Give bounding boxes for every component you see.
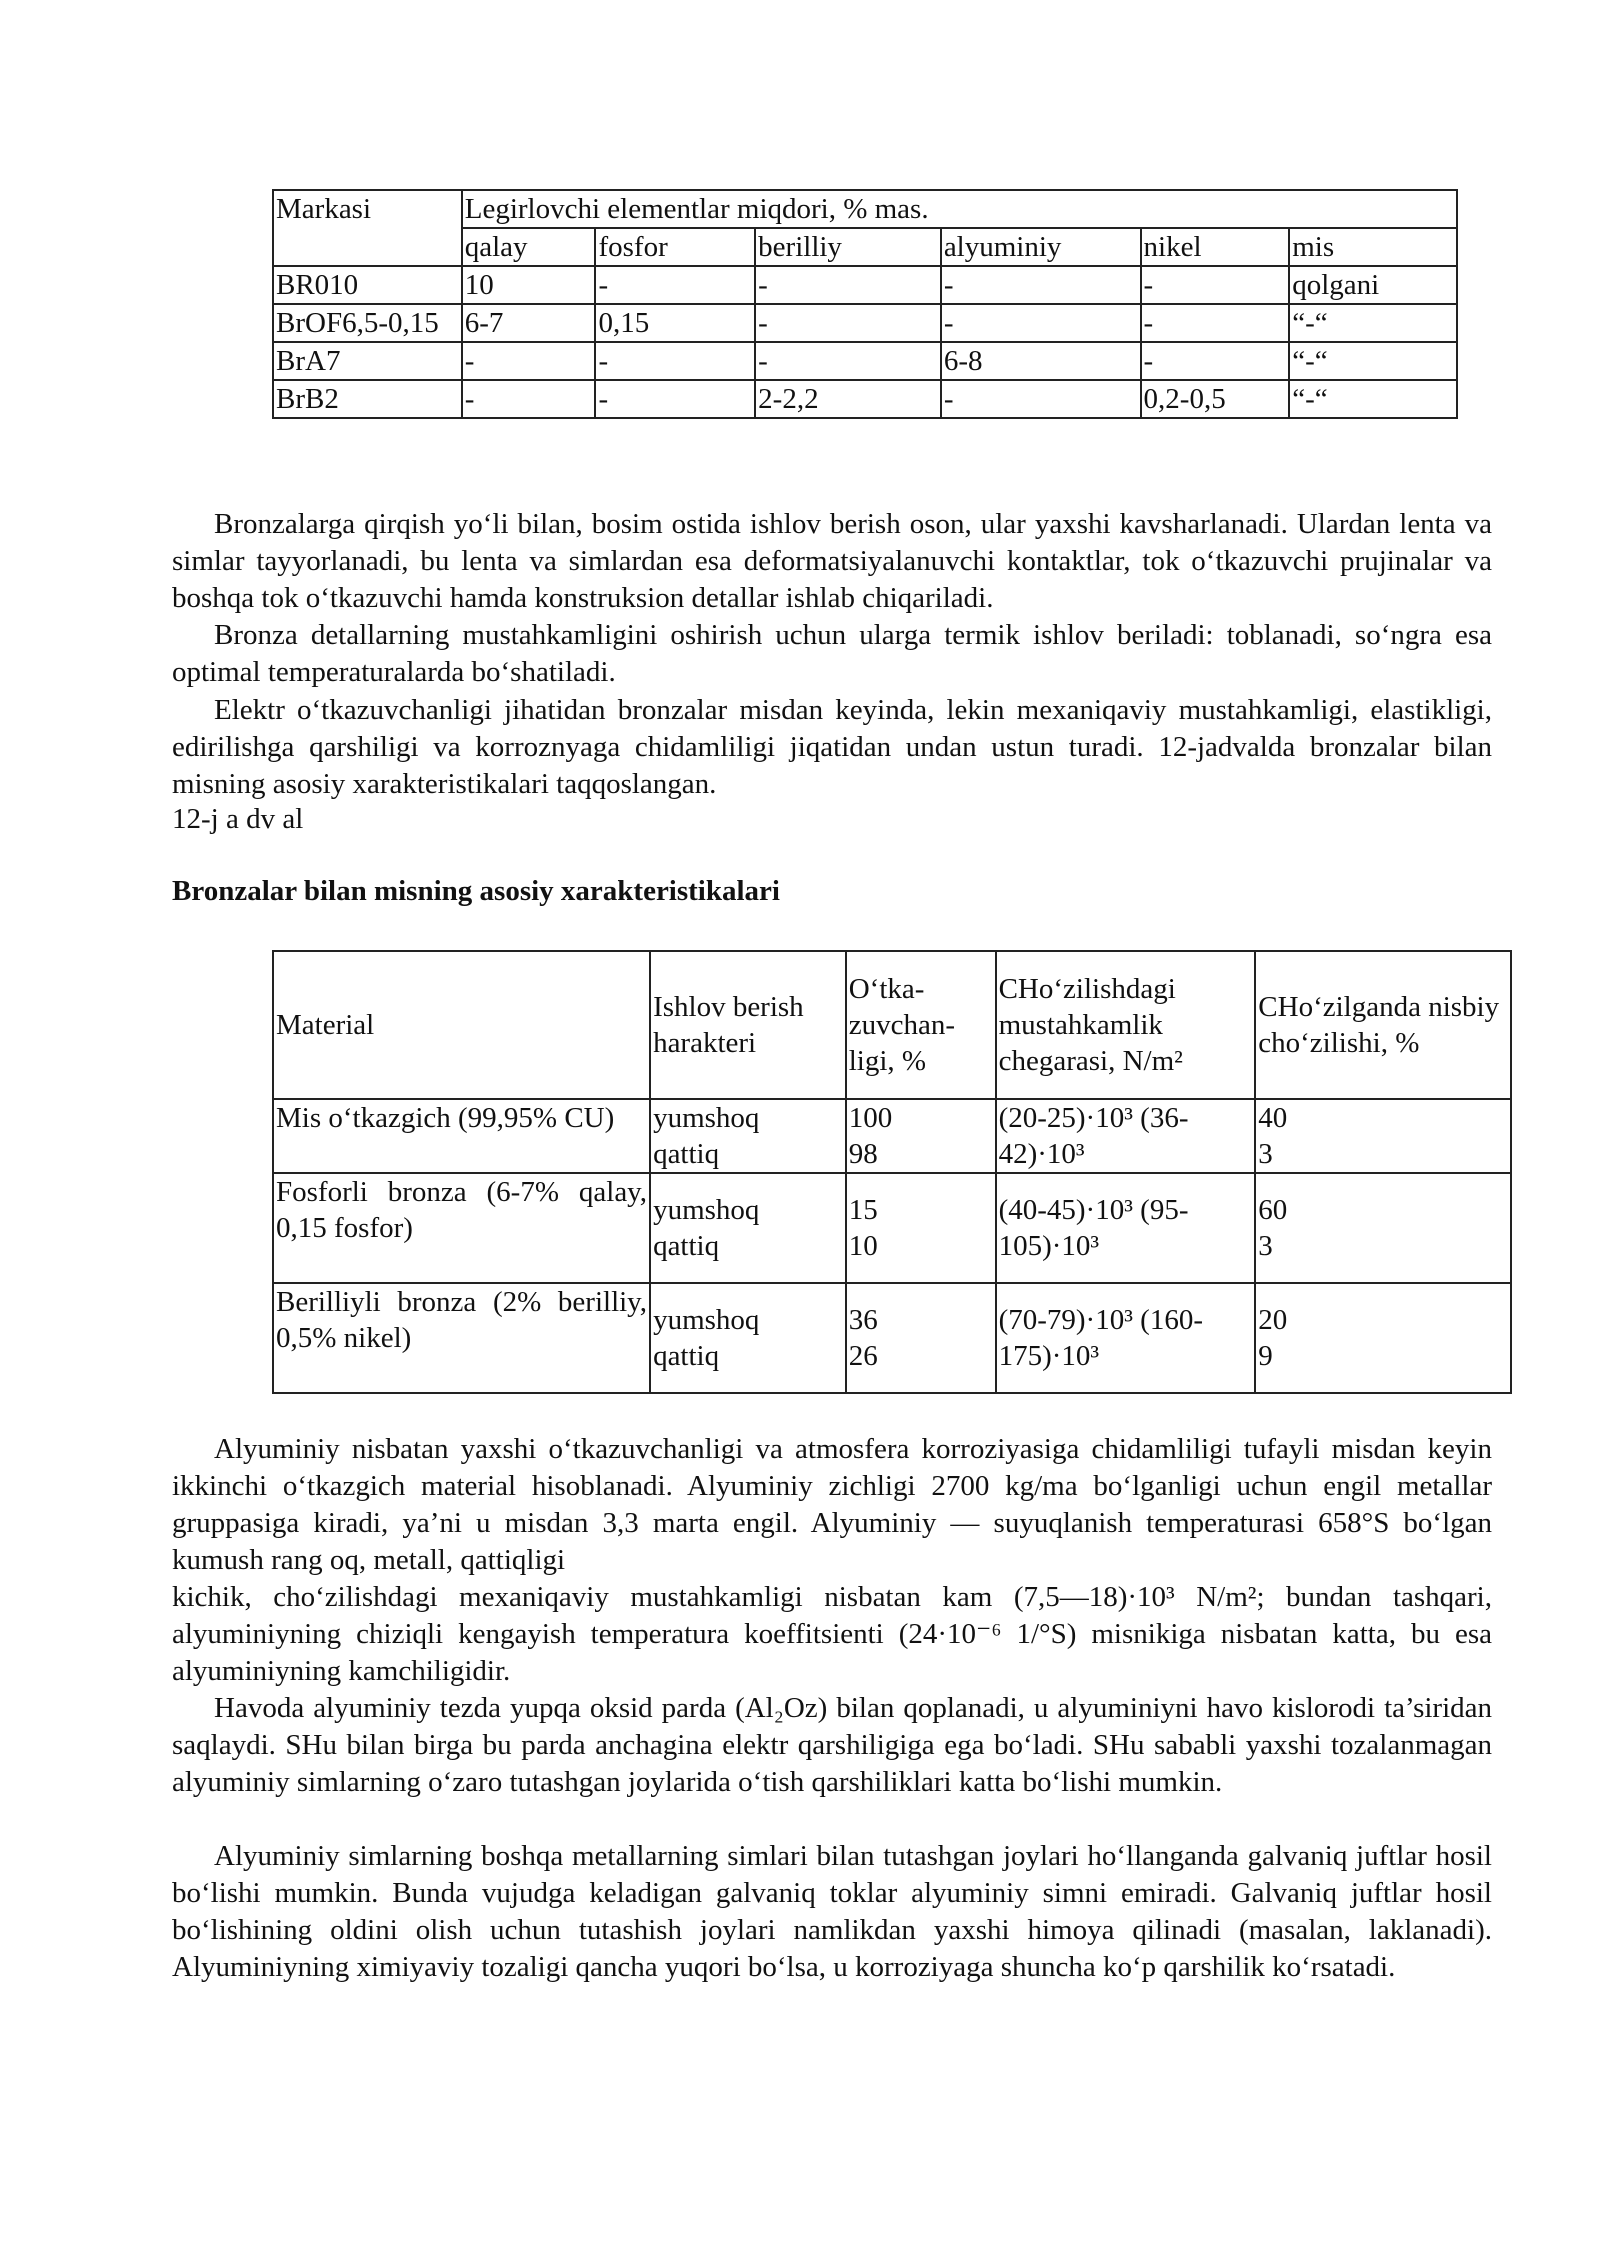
cell-line: 98 [848, 1138, 878, 1170]
table-cell: - [755, 342, 941, 380]
table-cell: - [1141, 304, 1290, 342]
table-cell: - [755, 266, 941, 304]
strength-cell [996, 1173, 1256, 1283]
cell-line: 100 [848, 1102, 893, 1134]
cell-line: yumshoq [653, 1194, 760, 1226]
table-row [273, 342, 1457, 380]
table-row [273, 1173, 1511, 1283]
table-row [273, 304, 1457, 342]
table-cell: BrA7 [273, 342, 462, 380]
cell-line: 3 [1258, 1138, 1273, 1170]
table-cell: - [941, 380, 1141, 418]
table-cell: BrOF6,5-0,15 [273, 304, 462, 342]
table-cell: 6-7 [462, 304, 596, 342]
cell-line: 20 [1258, 1304, 1288, 1336]
table-cell: “-“ [1289, 380, 1457, 418]
paragraph: Elektr o‘tkazuvchanligi jihatidan bronzalar misdan keyinda, lekin mexaniqaviy mustahkamligi, elastikligi, edirilishga qarshiligi va korroznyaga chidamliligi jiqatidan undan ustun turadi. 12-jadvalda bronzalar bilan misning asosiy xarakteristikalari taqqoslangan. [172, 694, 1492, 800]
elongation-cell [1255, 1283, 1511, 1393]
paragraph: Havoda alyuminiy tezda yupqa oksid parda (Al₂Oz) bilan qoplanadi, u alyuminiyni havo kislorodi ta’siridan saqlaydi. SHu bilan birga bu parda anchagina elektr qarshiligiga ega bo‘ladi. SHu sababli yaxshi tozalanmagan alyuminiy simlarning o‘zaro tutashgan joylarida o‘tish qarshiliklari katta bo‘lishi mumkin. [172, 1692, 1492, 1798]
table-cell: “-“ [1289, 342, 1457, 380]
paragraph: kichik, cho‘zilishdagi mexaniqaviy mustahkamligi nisbatan kam (7,5—18)·10³ N/m²; bundan tashqari, alyuminiyning chiziqli kengayish temperatura koeffitsienti (24·10⁻⁶ 1/°S) misnikiga nisbatan katta, bu esa alyuminiyning kamchiligidir. [172, 1581, 1492, 1687]
material-cell: Berilliyli bronza (2% berilliy, 0,5% nikel) [273, 1283, 650, 1393]
table-cell: - [1141, 342, 1290, 380]
cell-line: 40 [1258, 1102, 1288, 1134]
strength-cell [996, 1099, 1256, 1173]
cell-line: yumshoq [653, 1102, 760, 1134]
cell-line: yumshoq [653, 1304, 760, 1336]
subheader-cell: qalay [462, 228, 596, 266]
table-cell: 0,15 [595, 304, 755, 342]
cell-line: 9 [1258, 1340, 1273, 1372]
cell-line: 26 [848, 1340, 878, 1372]
table-row [273, 1283, 1511, 1393]
material-cell: Mis o‘tkazgich (99,95% CU) [273, 1099, 650, 1173]
cell-line: 3 [1258, 1230, 1273, 1262]
table-cell: - [462, 342, 596, 380]
cell-line: 36 [848, 1304, 878, 1336]
paragraph: Alyuminiy simlarning boshqa metallarning simlari bilan tutashgan joylari ho‘llanganda galvaniq juftlar hosil bo‘lishi mumkin. Bunda vujudga keladigan galvaniq toklar alyuminiy simni emiradi. Galvaniq juftlar hosil bo‘lishining oldini olish uchun tutashish joylari namlikdan yaxshi himoya qilinadi (masalan, laklanadi). Alyuminiyning ximiyaviy tozaligi qancha yuqori bo‘lsa, u korroziyaga shuncha ko‘p qarshilik ko‘rsatadi. [172, 1840, 1492, 1983]
table-cell: - [462, 380, 596, 418]
cell-line: (40-45)·10³ [998, 1194, 1133, 1226]
table-cell: BrB2 [273, 380, 462, 418]
table-cell: - [941, 266, 1141, 304]
table-cell: - [595, 266, 755, 304]
material-cell: Fosforli bronza (6-7% qalay, 0,15 fosfor) [273, 1173, 650, 1283]
table-row [273, 1099, 1511, 1173]
treatment-cell [650, 1099, 846, 1173]
table-cell: 0,2-0,5 [1141, 380, 1290, 418]
subheader-cell: nikel [1141, 228, 1290, 266]
header-cell: CHo‘zilishdagi mustahkamlik chegarasi, N/m² [996, 951, 1256, 1099]
cell-line: (20-25)·10³ [998, 1102, 1133, 1134]
header-cell: Markasi [273, 190, 462, 266]
table-cell: - [755, 304, 941, 342]
cell-line: 60 [1258, 1194, 1288, 1226]
cell-line: (70-79)·10³ [998, 1304, 1133, 1336]
table-row [273, 190, 1457, 228]
table-cell: qolgani [1289, 266, 1457, 304]
table-cell: 10 [462, 266, 596, 304]
table-cell: - [595, 380, 755, 418]
elongation-cell [1255, 1099, 1511, 1173]
cell-line: (95-105)·10³ [998, 1194, 1189, 1262]
treatment-cell [650, 1173, 846, 1283]
paragraph: Bronzalarga qirqish yo‘li bilan, bosim ostida ishlov berish oson, ular yaxshi kavsharlanadi. Ulardan lenta va simlar tayyorlanadi, bu lenta va simlardan esa deformatsiyalanuvchi kontaktlar, tok o‘tkazuvchi prujinalar va boshqa tok o‘tkazuvchi hamda konstruksion detallar ishlab chiqariladi. [172, 508, 1492, 614]
subheader-cell: berilliy [755, 228, 941, 266]
conductivity-cell [846, 1283, 996, 1393]
cell-line: 10 [848, 1230, 878, 1262]
header-cell: Material [273, 951, 650, 1099]
cell-line: qattiq [653, 1230, 720, 1262]
header-cell: CHo‘zilganda nisbiy cho‘zilishi, % [1255, 951, 1511, 1099]
header-cell: O‘tka-zuvchan-ligi, % [846, 951, 996, 1099]
subheader-cell: fosfor [595, 228, 755, 266]
paragraph: Bronza detallarning mustahkamligini oshirish uchun ularga termik ishlov beriladi: toblanadi, so‘ngra esa optimal temperaturalarda bo‘shatiladi. [172, 619, 1492, 688]
table-row [273, 951, 1511, 1099]
conductivity-cell [846, 1173, 996, 1283]
table-title: Bronzalar bilan misning asosiy xarakteristikalari [172, 875, 780, 907]
table-cell: - [941, 304, 1141, 342]
cell-line: qattiq [653, 1340, 720, 1372]
subheader-cell: mis [1289, 228, 1457, 266]
table-cell: 6-8 [941, 342, 1141, 380]
table-cell: BR010 [273, 266, 462, 304]
characteristics-table [272, 950, 1512, 1394]
strength-cell [996, 1283, 1256, 1393]
table-cell: “-“ [1289, 304, 1457, 342]
cell-line: 15 [848, 1194, 878, 1226]
cell-line: (160-175)·10³ [998, 1304, 1203, 1372]
table-row [273, 266, 1457, 304]
conductivity-cell [846, 1099, 996, 1173]
subheader-cell: alyuminiy [941, 228, 1141, 266]
treatment-cell [650, 1283, 846, 1393]
header-cell: Legirlovchi elementlar miqdori, % mas. [462, 190, 1457, 228]
table-row [273, 380, 1457, 418]
alloy-composition-table [272, 189, 1458, 419]
table-cell: - [1141, 266, 1290, 304]
elongation-cell [1255, 1173, 1511, 1283]
paragraph: Alyuminiy nisbatan yaxshi o‘tkazuvchanligi va atmosfera korroziyasiga chidamliligi tufayli misdan keyin ikkinchi o‘tkazgich material hisoblanadi. Alyuminiy zichligi 2700 kg/ma bo‘lganligi uchun engil metallar gruppasiga kiradi, ya’ni u misdan 3,3 marta engil. Alyuminiy — suyuqlanish temperaturasi 658°S bo‘lgan kumush rang oq, metall, qattiqligi [172, 1433, 1492, 1576]
table-cell: 2-2,2 [755, 380, 941, 418]
table-cell: - [595, 342, 755, 380]
cell-line: (36-42)·10³ [998, 1102, 1189, 1170]
cell-line: qattiq [653, 1138, 720, 1170]
table-caption: 12-j a dv al [172, 803, 304, 835]
header-cell: Ishlov berish harakteri [650, 951, 846, 1099]
